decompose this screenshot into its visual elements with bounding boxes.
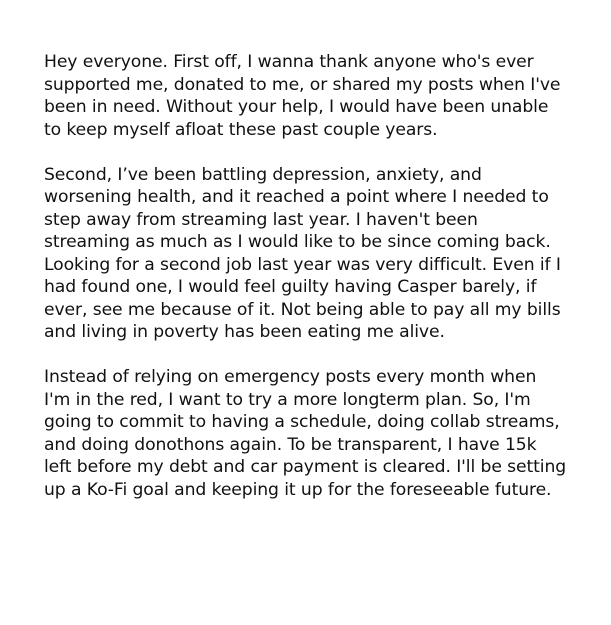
text-line: to keep myself afloat these past couple years. xyxy=(44,119,438,140)
text-line: Instead of relying on emergency posts every month when xyxy=(44,367,537,387)
text-line: and living in poverty has been eating me alive. xyxy=(44,322,445,342)
text-line: I'm in the red, I want to try a more longterm plan. So, I'm xyxy=(44,389,531,410)
text-line: streaming as much as I would like to be since coming back. xyxy=(44,232,551,252)
text-line: Hey everyone. First off, I wanna thank anyone who's ever xyxy=(44,52,534,72)
text-line: Second, I’ve been battling depression, anxiety, and xyxy=(44,164,482,185)
text-line: step away from streaming last year. I haven't been xyxy=(44,209,478,230)
paragraph-thanks xyxy=(44,51,584,141)
text-line: up a Ko-Fi goal and keeping it up for the foreseeable future. xyxy=(44,479,552,500)
text-line: ever, see me because of it. Not being able to pay all my bills xyxy=(44,299,561,320)
text-line: been in need. Without your help, I would have been unable xyxy=(44,97,549,117)
text-line: going to commit to having a schedule, doing collab streams, xyxy=(44,412,560,432)
paragraph-health xyxy=(44,164,584,344)
text-line: left before my debt and car payment is cleared. I'll be setting xyxy=(44,457,567,477)
message-body xyxy=(44,51,584,524)
text-line: Looking for a second job last year was very difficult. Even if I xyxy=(44,254,561,275)
text-line: and doing donothons again. To be transparent, I have 15k xyxy=(44,434,537,455)
text-line: supported me, donated to me, or shared my posts when I've xyxy=(44,74,561,95)
text-line: had found one, I would feel guilty having Casper barely, if xyxy=(44,277,537,297)
paragraph-plan xyxy=(44,366,584,501)
text-line: worsening health, and it reached a point where I needed to xyxy=(44,187,549,207)
